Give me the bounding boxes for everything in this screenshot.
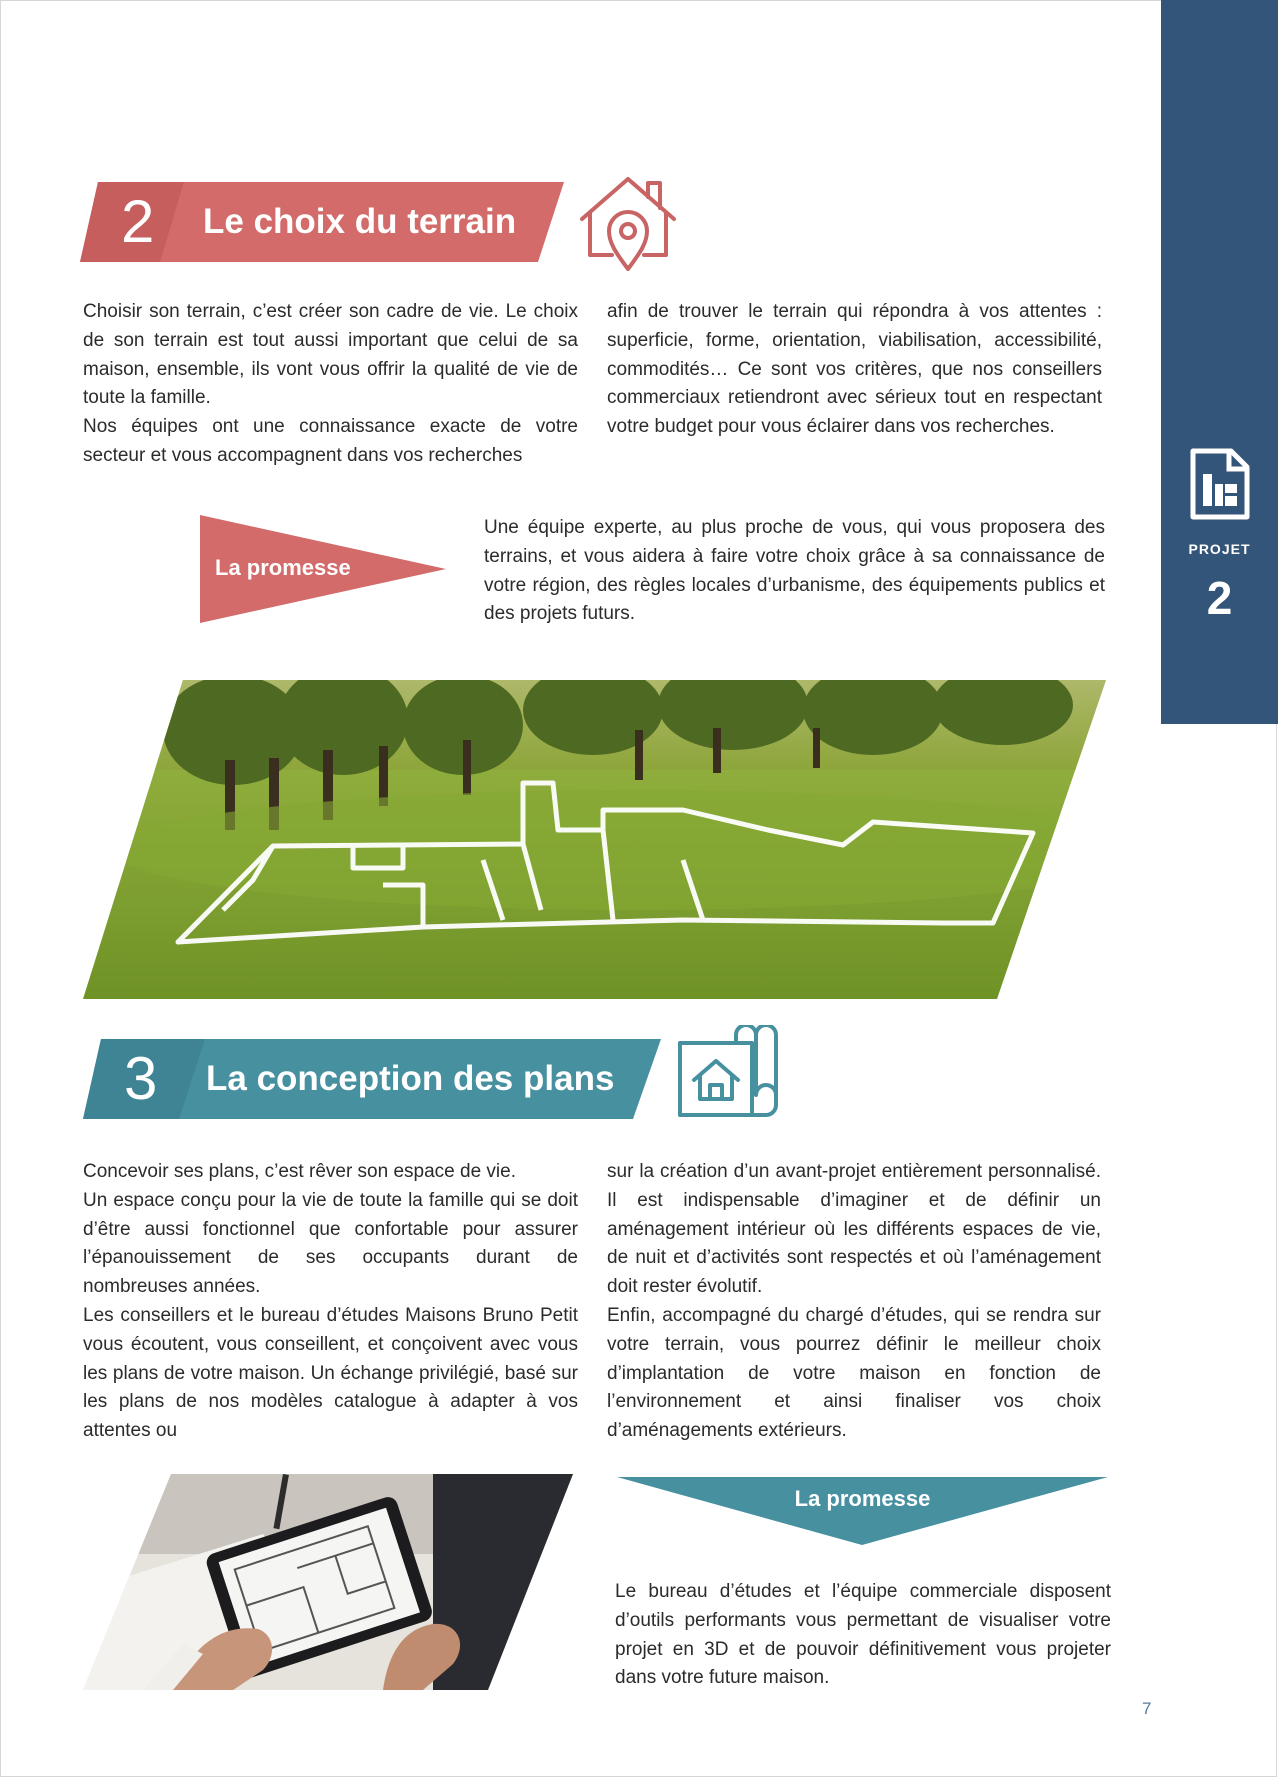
section-3-left-column xyxy=(83,1158,578,1446)
house-plan-icon xyxy=(676,1025,782,1121)
section-2-number: 2 xyxy=(121,188,155,255)
side-tab xyxy=(1161,0,1278,724)
promise-text: Une équipe experte, au plus proche de vous, qui vous proposera des terrains, et vous aidera à faire votre choix grâce à sa connaissance de votre région, des règles locales d’urbanisme, des équipements publics et des projets futurs. xyxy=(484,517,1105,625)
section-2-header xyxy=(80,182,570,262)
paragraph: Nos équipes ont une connaissance exacte de votre secteur et vous accompagnent dans vos recherches xyxy=(83,416,578,466)
document-icon xyxy=(1189,448,1251,520)
paragraph: Concevoir ses plans, c’est rêver son espace de vie. xyxy=(83,1161,516,1182)
section-2-title: Le choix du terrain xyxy=(203,202,517,241)
tab-number: 2 xyxy=(1206,572,1233,624)
paragraph: sur la création d’un avant-projet entièrement personnalisé. Il est indispensable d’imaginer et de définir un aménagement intérieur où les différents espaces de vie, de nuit et d’activités sont respectés et où l’aménagement doit rester évolutif. xyxy=(607,1161,1101,1298)
paragraph: Les conseillers et le bureau d’études Maisons Bruno Petit vous écoutent, vous conseillent, et conçoivent avec vous les plans de votre maison. Un échange privilégié, basé sur les plans de nos modèles catalogue à adapter à vos attentes ou xyxy=(83,1304,578,1442)
paragraph: Choisir son terrain, c’est créer son cadre de vie. Le choix de son terrain est tout aussi important que celui de sa maison, ensemble, ils vont vous offrir la qualité de vie de toute la famille. xyxy=(83,301,578,409)
promise-label: La promesse xyxy=(215,555,351,580)
promise-label: La promesse xyxy=(794,1486,931,1511)
tablet-plan-photo xyxy=(83,1474,573,1690)
section-3-title: La conception des plans xyxy=(206,1059,615,1098)
paragraph: Enfin, accompagné du chargé d’études, qui se rendra sur votre terrain, vous pourrez définir le meilleur choix d’implantation de votre maison en fonction de l’environnement et ainsi finaliser vos choix d’aménagements extérieurs. xyxy=(607,1304,1101,1442)
section-3-right-column xyxy=(607,1158,1101,1446)
section-3-number: 3 xyxy=(124,1045,158,1112)
paragraph: afin de trouver le terrain qui répondra à vos attentes : superficie, forme, orientation, viabilisation, accessibilité, commodités… Ce sont vos critères, que nos conseillers commerciaux retiendront avec sérieux tout en respectant votre budget pour vous éclairer dans vos recherches. xyxy=(607,301,1102,438)
paragraph: Un espace conçu pour la vie de toute la famille qui se doit d’être aussi fonctionnel que confortable pour assurer l’épanouissement de ses occupants durant de nombreuses années. xyxy=(83,1189,578,1298)
tab-label: PROJET xyxy=(1188,541,1251,557)
section-3-header xyxy=(83,1039,663,1119)
land-plan-photo xyxy=(83,680,1106,999)
page-number: 7 xyxy=(1142,1699,1152,1718)
section-2-left-column xyxy=(83,298,578,471)
section-2-right-column xyxy=(607,298,1102,442)
promise-text: Le bureau d’études et l’équipe commerciale disposent d’outils performants vous permettant de visualiser votre projet en 3D et de pouvoir définitivement vous projeter dans votre future maison. xyxy=(615,1581,1111,1689)
house-location-icon xyxy=(578,173,678,273)
